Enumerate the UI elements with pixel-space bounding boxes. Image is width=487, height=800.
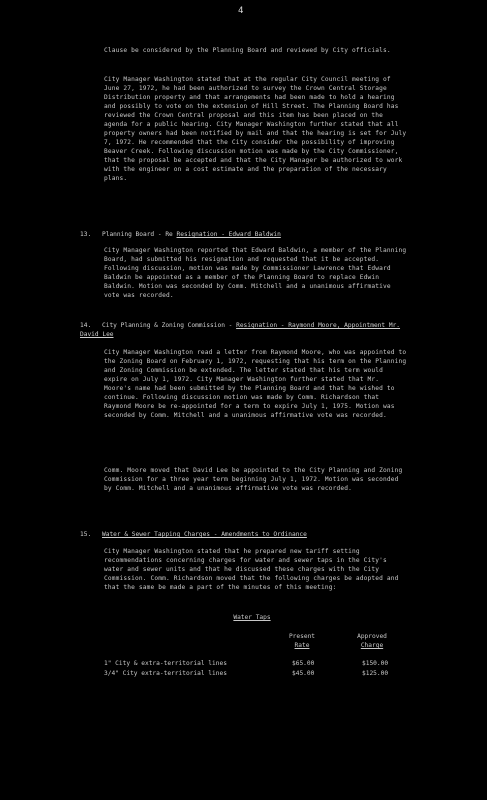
- row-label: 3/4" City extra-territorial lines: [104, 670, 227, 677]
- table-title: Water Taps: [233, 614, 271, 621]
- paragraph-crown-central: City Manager Washington stated that at the regular City Council meeting of June 27, 1972, he had been authorized to survey the Crown Central Storage Distribution property and that arrangements had been made to hold a hearing and possibly to vote on the extension of Hill Street. The Planning Board has reviewed the Crown Central proposal and this item has been placed on the agenda for a public hearing. City Manager Washington further stated that all property owners had been notified by mail and that the hearing is set for July 7, 1972. He recommended that the City consider the possibility of improving Beaver Creek. Following discussion motion was made by the City Commissioner, that the proposal be accepted and that the City Manager be authorized to work with the engineer on a cost estimate and the preparation of the necessary plans.: [104, 76, 407, 182]
- table-row: [104, 670, 404, 679]
- item-number: 14.: [80, 322, 92, 329]
- row-label: 1" City & extra-territorial lines: [104, 660, 227, 667]
- item-title: Resignation - Edward Baldwin: [176, 231, 281, 238]
- paragraph-appointment: Comm. Moore moved that David Lee be appointed to the City Planning and Zoning Commission for a three year term beginning July 1, 1972. Motion was seconded by Comm. Mitchell and a unanimous affirmative vote was recorded.: [104, 467, 403, 492]
- paragraph-tapping-charges: City Manager Washington stated that he prepared new tariff setting recommendations concerning charges for water and sewer taps in the City's water and sewer units and that he discussed these charges with the City Commission. Comm. Richardson moved that the following charges be adopted and that the same be made a part of the minutes of this meeting:: [104, 548, 399, 591]
- column-header-approved-charge: Approved Charge: [357, 633, 387, 649]
- paragraph-planning-board: City Manager Washington reported that Edward Baldwin, a member of the Planning Board, had submitted his resignation and requested that it be accepted. Following discussion, motion was made by Commissioner Lawrence that Edward Baldwin be appointed as a member of the Planning Board to replace Edwin Baldwin. Motion was seconded by Comm. Mitchell and a unanimous affirmative vote was recorded.: [104, 247, 407, 299]
- item-prefix: City Planning & Zoning Commission -: [102, 322, 237, 329]
- paragraph-zoning-commission: City Manager Washington read a letter from Raymond Moore, who was appointed to the Zoning Board on February 1, 1972, requesting that his term on the Planning and Zoning Commission be extended. The letter stated that his term would expire on July 1, 1972. City Manager Washington further stated that Mr. Moore's name had been submitted by the Planning Board and that he wished to continue. Following discussion motion was made by Comm. Richardson that Raymond Moore be re-appointed for a term to expire July 1, 1975. Motion was seconded by Comm. Mitchell and a unanimous affirmative vote was recorded.: [104, 349, 407, 419]
- approved-charge-value: $125.00: [362, 670, 389, 677]
- paragraph-intro: Clause be considered by the Planning Board and reviewed by City officials.: [104, 47, 391, 54]
- column-header-present-rate: Present Rate: [288, 633, 316, 649]
- page-number: 4: [238, 6, 244, 16]
- item-title: Resignation - Raymond Moore, Appointment Mr. David Lee: [80, 322, 401, 338]
- item-13-heading: [80, 230, 410, 239]
- item-number: 13.: [80, 231, 92, 238]
- item-prefix: Planning Board - Re: [102, 231, 177, 238]
- approved-charge-value: $150.00: [362, 660, 389, 667]
- present-rate-value: $45.00: [292, 670, 315, 677]
- item-14-heading: [80, 321, 410, 339]
- table-row: [104, 660, 404, 669]
- present-rate-value: $65.00: [292, 660, 315, 667]
- item-15-heading: [80, 530, 410, 539]
- item-number: 15.: [80, 531, 92, 538]
- item-title: Water & Sewer Tapping Charges - Amendments to Ordinance: [102, 531, 307, 538]
